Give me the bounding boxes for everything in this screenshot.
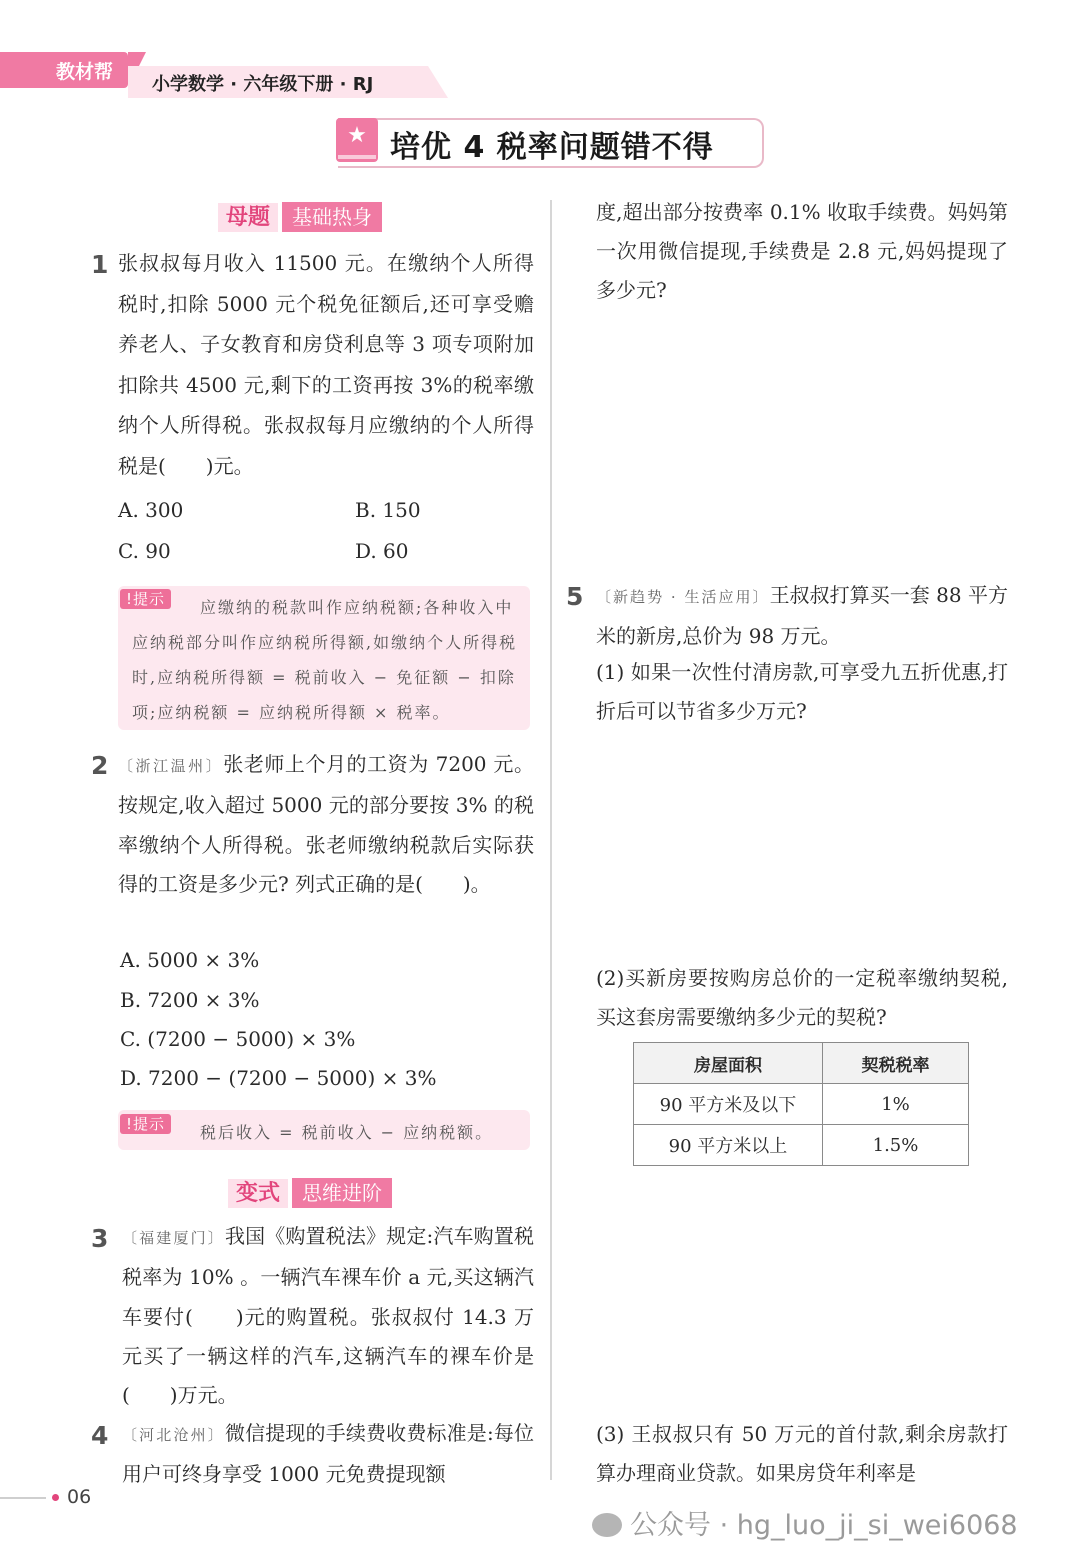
page-dot: [52, 1494, 59, 1501]
table-cell: 1%: [823, 1084, 969, 1125]
section-main-label: 母题: [218, 203, 278, 232]
hint-text: 税后收入 = 税前收入 − 应纳税额。: [200, 1123, 494, 1142]
column-divider: [550, 200, 552, 1480]
watermark: 公众号 · hg_luo_ji_si_wei6068: [592, 1503, 1018, 1542]
section-sub-label: 思维进阶: [292, 1178, 392, 1208]
table-header-row: [634, 1043, 969, 1084]
section-sub-label: 基础热身: [282, 202, 382, 232]
page-title: 培优 4 税率问题错不得: [390, 130, 714, 165]
question-5-text: 〔新趋势 · 生活应用〕王叔叔打算买一套 88 平方米的新房,总价为 98 万元。: [596, 583, 1008, 648]
question-number: 2: [91, 751, 109, 780]
question-1-text: 张叔叔每月收入 11500 元。在缴纳个人所得税时,扣除 5000 元个税免征额后,还可享受赡养老人、子女教育和房贷利息等 3 项专项附加扣除共 4500 元,剩下的工资再按 3%的税率缴纳个人所得税。张叔叔每月应缴纳的个人所得税是( )元。: [118, 251, 534, 478]
question-4-text: 〔河北沧州〕微信提现的手续费收费标准是:每位用户可终身享受 1000 元免费提现额: [122, 1421, 534, 1486]
question-5-part-3: (3) 王叔叔只有 50 万元的首付款,剩余房款打算办理商业贷款。如果房贷年利率是: [596, 1422, 1008, 1485]
page-rule: [0, 1497, 46, 1499]
table-row: [634, 1084, 969, 1125]
option-a: A. 300: [118, 498, 184, 522]
question-number: 4: [91, 1421, 109, 1450]
table-header: 契税税率: [823, 1043, 969, 1084]
section-heading-advanced: [228, 1176, 392, 1207]
option-d: D. 60: [355, 539, 409, 563]
question-number: 1: [91, 250, 109, 279]
brand-label: 教材帮: [56, 61, 114, 83]
section-main-label: 变式: [228, 1179, 288, 1208]
question-5-part-2: (2)买新房要按购房总价的一定税率缴纳契税,买这套房需要缴纳多少元的契税?: [596, 966, 1008, 1029]
star-badge: [336, 118, 378, 162]
table-row: [634, 1125, 969, 1166]
wechat-icon: [592, 1513, 622, 1537]
option-b: B. 150: [355, 498, 421, 522]
option-b: B. 7200 × 3%: [120, 988, 260, 1012]
question-4-continued: 度,超出部分按费率 0.1% 收取手续费。妈妈第一次用微信提现,手续费是 2.8 元,妈妈提现了多少元?: [596, 200, 1008, 302]
option-c: C. (7200 − 5000) × 3%: [120, 1027, 356, 1051]
table-header: 房屋面积: [634, 1043, 823, 1084]
question-number: 3: [91, 1224, 109, 1253]
option-a: A. 5000 × 3%: [120, 948, 260, 972]
table-cell: 90 平方米以上: [634, 1125, 823, 1166]
page-number: 06: [67, 1486, 92, 1508]
table-cell: 1.5%: [823, 1125, 969, 1166]
question-number: 5: [566, 582, 584, 611]
table-cell: 90 平方米及以下: [634, 1084, 823, 1125]
star-icon: ★: [347, 123, 367, 148]
hint-tag: !提示: [120, 588, 171, 609]
question-5-part-1: (1) 如果一次性付清房款,可享受九五折优惠,打折后可以节省多少万元?: [596, 660, 1008, 723]
question-2-text: 〔浙江温州〕张老师上个月的工资为 7200 元。按规定,收入超过 5000 元的部分要按 3% 的税率缴纳个人所得税。张老师缴纳税款后实际获得的工资是多少元? 列式正确的是( )。: [118, 752, 534, 896]
hint-text: 应缴纳的税款叫作应纳税额;各种收入中应纳税部分叫作应纳税所得额,如缴纳个人所得税时,应纳税所得额 = 税前收入 − 免征额 − 扣除项;应纳税额 = 应纳税所得额 × 税率。: [132, 598, 518, 722]
option-c: C. 90: [118, 539, 171, 563]
tax-rate-table: [633, 1042, 969, 1166]
option-d: D. 7200 − (7200 − 5000) × 3%: [120, 1066, 437, 1090]
hint-tag: !提示: [120, 1113, 171, 1134]
book-title: 小学数学 · 六年级下册 · RJ: [152, 74, 374, 95]
section-heading-basic: [218, 200, 382, 231]
question-3-text: 〔福建厦门〕我国《购置税法》规定:汽车购置税税率为 10% 。一辆汽车裸车价 a 元,买这辆汽车要付( )元的购置税。张叔叔付 14.3 万元买了一辆这样的汽车,这辆汽车的裸车价是( )万元。: [122, 1224, 534, 1408]
